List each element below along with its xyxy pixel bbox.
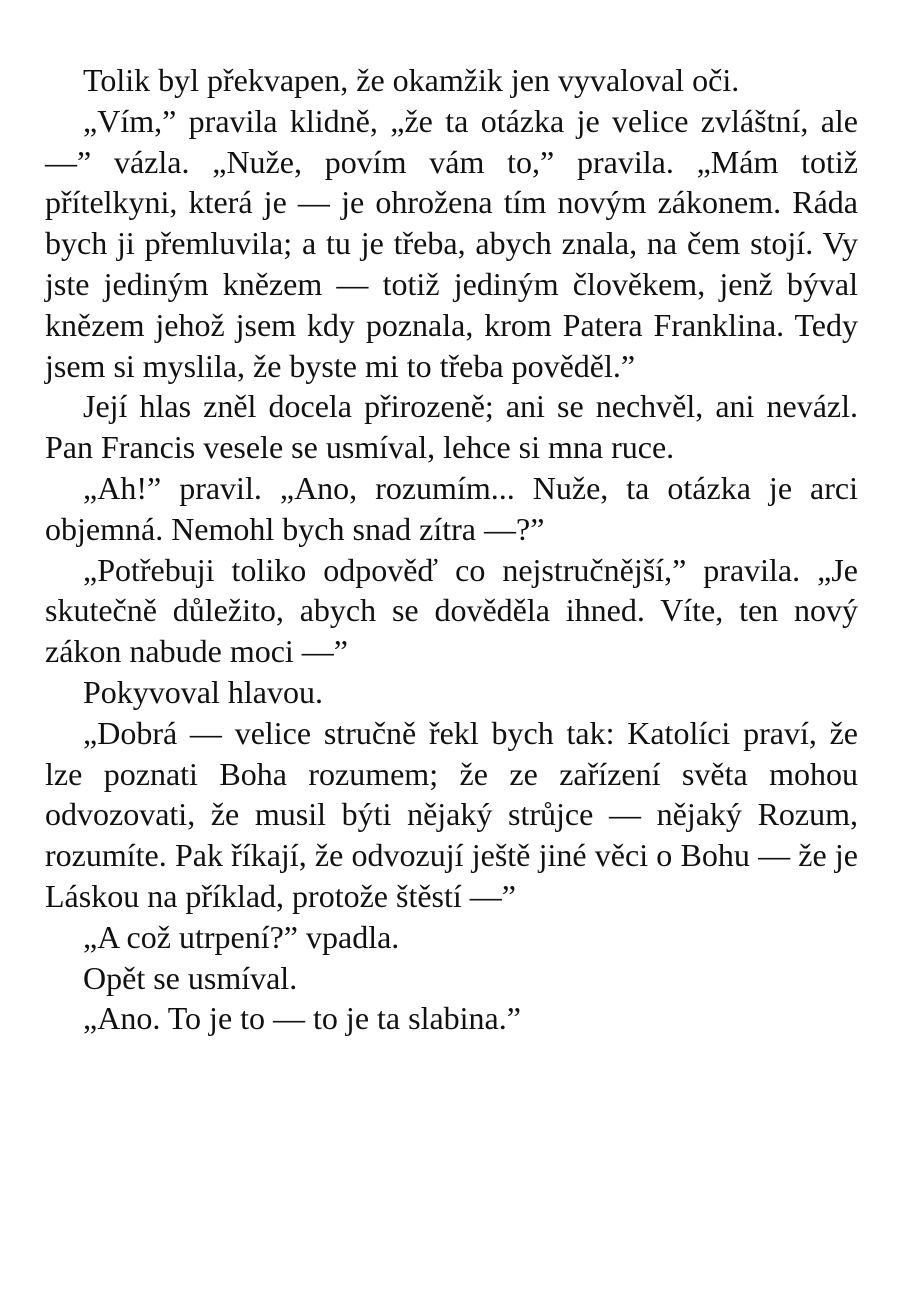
paragraph-1: Tolik byl překvapen, že okamžik jen vyvaloval oči.: [83, 62, 740, 98]
paragraph-7: „Dobrá — velice stručně řekl bych tak: Katolíci praví, že lze poznati Boha rozumem; že ze zařízení světa mohou odvozovati, že musil býti nějaký strůjce — nějaký Rozum, rozumíte. Pak říkají, že odvozují ještě jiné věci o Bohu — že je Láskou na příklad, protože štěstí —”: [45, 714, 858, 914]
paragraph-2: „Vím,” pravila klidně, „že ta otázka je velice zvláštní, ale —” vázla. „Nuže, povím vám to,” pravila. „Mám totiž přítelkyni, která je — je ohrožena tím novým zákonem. Ráda bych ji přemluvila; a tu je třeba, abych znala, na čem stojí. Vy jste jediným knězem — totiž jediným člověkem, jenž býval knězem jehož jsem kdy poznala, krom Patera Franklina. Tedy jsem si myslila, že byste mi to třeba pověděl.”: [45, 102, 858, 384]
paragraph-5: „Potřebuji toliko odpověď co nejstručnější,” pravila. „Je skutečně důležito, abych se dověděla ihned. Víte, ten nový zákon nabude moci —”: [45, 551, 858, 670]
paragraph-9: Opět se usmíval.: [83, 959, 298, 996]
paragraph-10: „Ano. To je to — to je ta slabina.”: [83, 1000, 521, 1037]
paragraph-6: Pokyvoval hlavou.: [83, 673, 323, 710]
paragraph-3: Její hlas zněl docela přirozeně; ani se nechvěl, ani nevázl. Pan Francis vesele se usmíval, lehce si mna ruce.: [45, 388, 858, 466]
paragraph-8: „A což utrpení?” vpadla.: [83, 918, 400, 955]
paragraph-4: „Ah!” pravil. „Ano, rozumím... Nuže, ta otázka je arci objemná. Nemohl bych snad zítra —?”: [45, 469, 858, 547]
